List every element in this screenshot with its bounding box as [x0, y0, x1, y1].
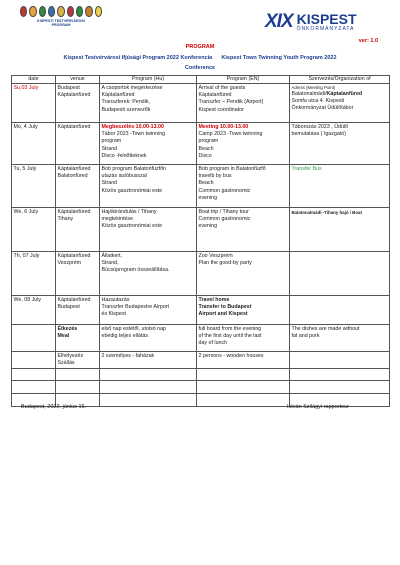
program-en-line: Boat trip / Tihany tour	[198, 208, 249, 215]
cell-venue	[56, 352, 100, 369]
venue-line: Káptalanfüred	[57, 208, 91, 215]
page-title: PROGRAM	[185, 44, 215, 50]
table-row	[12, 84, 390, 123]
program-hu-line: ebédig teljes ellátás	[101, 332, 149, 339]
program-hu-line: 2 személyes - faházak	[101, 352, 155, 359]
cell-venue	[56, 296, 100, 325]
cell-program-hu	[100, 296, 197, 325]
program-hu-line: Búcsúprogram összeállítása.	[101, 267, 170, 274]
program-en-line: 2 persons - wooden houses	[198, 352, 264, 359]
program-hu-line: Disco -felnőtteknek	[101, 153, 147, 160]
org-line: bemutatása ( Igazgató)	[291, 130, 346, 137]
program-en-line: Plan the good-by party	[198, 259, 252, 266]
date-text: Th, 07 July	[13, 252, 40, 259]
program-en-line: Common gastronomic	[198, 187, 251, 194]
org-line: Balatonalmádi -Tihany hajó / Boat	[291, 209, 362, 215]
org-line: Somfa utca 4. Kispesti	[291, 97, 345, 104]
column-header-organization: Szervezés/Organization of	[290, 76, 390, 84]
cell-venue	[56, 325, 100, 352]
program-en-line: Camp 2023 -Town twinning	[198, 130, 263, 137]
program-en-line: Bob program in Balatonfüzfő	[198, 165, 266, 172]
cell-empty	[56, 381, 100, 394]
cell-program-en	[197, 296, 290, 325]
program-hu-line: Közös gasztronómiai este	[101, 223, 163, 230]
cell-empty	[290, 381, 390, 394]
date-text: We, 6 July	[13, 208, 39, 215]
table-row	[12, 165, 390, 208]
program-hu-line: Hajókirándulás / Tihany	[101, 208, 157, 215]
page-subtitle-2: Conference	[184, 65, 216, 71]
program-en-line: Beach	[198, 145, 214, 152]
table-header-row	[12, 76, 390, 84]
flag-dot	[57, 6, 64, 17]
date-text: We, 08 July	[13, 296, 42, 303]
cell-program-en	[197, 123, 290, 165]
venue-line: Elhelyezés	[57, 352, 84, 359]
program-hu-line: Állatkert,	[101, 252, 123, 259]
cell-organization	[290, 252, 390, 296]
program-hu-line: Hazautazás	[101, 296, 130, 303]
cell-program-en	[197, 352, 290, 369]
org-line: Transfer Bus	[291, 165, 322, 172]
logo-flag-dots	[20, 6, 102, 17]
venue-line: Káptalanfüred	[57, 296, 91, 303]
program-en-line: travelb by bus	[198, 172, 232, 179]
cell-date	[12, 84, 56, 123]
program-hu-line: Strand	[101, 180, 118, 187]
kispest-logo	[265, 8, 389, 36]
column-header-program-en: Program (EN)	[197, 76, 290, 84]
cell-program-hu	[100, 84, 197, 123]
date-text: Tu, 5 July	[13, 165, 37, 172]
org-line: The dishes are made without	[291, 325, 360, 332]
program-hu-line: Budapesti szervezők	[101, 106, 151, 113]
program-hu-line: Strand,	[101, 259, 119, 266]
program-en-line: day of lunch	[198, 340, 228, 347]
table-row	[12, 123, 390, 165]
flag-dot	[85, 6, 92, 17]
program-en-line: full board from the evening	[198, 325, 262, 332]
cell-empty	[100, 381, 197, 394]
venue-line: Káptalanfüred	[57, 165, 91, 172]
footer-place-date: Budapest, 2022. június 16.	[21, 404, 87, 410]
cell-empty	[100, 369, 197, 381]
venue-line: Káptalanfüred	[57, 123, 91, 130]
subtitle-hu: Kispest Testvérvárosi Ifjúsági Program 2022 Konferencia	[63, 55, 213, 61]
cell-organization	[290, 296, 390, 325]
program-en-line: of the first day until the last	[198, 332, 262, 339]
table-row	[12, 208, 390, 252]
venue-line: Káptalanfüred	[57, 252, 91, 259]
venue-line: Káptalanfüred	[57, 91, 91, 98]
flag-dot	[20, 6, 27, 17]
cell-date	[12, 123, 56, 165]
org-line: Önkormányzat Üdülőtábor	[291, 105, 354, 112]
program-hu-line: program	[101, 138, 122, 145]
table-row-empty	[12, 381, 390, 394]
cell-program-en	[197, 252, 290, 296]
cell-program-hu	[100, 208, 197, 252]
program-en-line: Zoo Veszprém	[198, 252, 233, 259]
cell-program-hu	[100, 252, 197, 296]
program-en-line: program	[198, 138, 219, 145]
left-logo-text-1: KISPESTI TESTVÉRVÁROSI	[37, 19, 85, 23]
column-header-venue: venue	[56, 76, 100, 84]
flag-dot	[95, 6, 102, 17]
program-en-line: Káptalanfüred	[198, 91, 232, 98]
table-row	[12, 325, 390, 352]
twinning-program-logo	[20, 6, 102, 40]
page-subtitle	[0, 55, 400, 61]
program-en-line: Arrival of the guests	[198, 84, 246, 91]
cell-organization	[290, 352, 390, 369]
program-en-line: Disco	[198, 153, 212, 160]
org-line: Balatonalmádi/Káptalanfüred	[291, 90, 363, 97]
cell-empty	[12, 369, 56, 381]
program-hu-line: Káptalanfüred	[101, 91, 135, 98]
flag-dot	[48, 6, 55, 17]
venue-line: Budapest	[57, 84, 80, 91]
cell-program-en	[197, 208, 290, 252]
program-hu-line: Megbeszélés 10.00-13.00	[101, 123, 164, 130]
date-text: Mo, 4 July	[13, 123, 38, 130]
cell-empty	[197, 394, 290, 407]
venue-line: Veszprém	[57, 259, 82, 266]
kispest-logo-name: KISPEST	[296, 11, 357, 27]
cell-venue	[56, 165, 100, 208]
cell-organization	[290, 123, 390, 165]
cell-organization	[290, 84, 390, 123]
kispest-logo-sub: ÖNKORMÁNYZATA	[296, 26, 355, 32]
date-text: Su,03 July	[13, 84, 39, 91]
program-hu-line: megtekintése	[101, 215, 134, 222]
subtitle-en: Kispest Town Twinning Youth Program 2022	[221, 55, 337, 61]
program-en-line: Kispest coordinator	[198, 106, 244, 113]
flag-dot	[29, 6, 36, 17]
venue-line: Meal	[57, 332, 70, 339]
cell-venue	[56, 123, 100, 165]
program-hu-line: és Kispest	[101, 311, 126, 318]
footer-author: István Szilágyi rapporteur	[287, 404, 350, 410]
program-hu-line: A csoportok megérkezése	[101, 84, 163, 91]
org-line: fat and pork	[291, 332, 320, 339]
venue-line: Étkezés	[57, 325, 78, 332]
cell-empty	[290, 369, 390, 381]
column-header-date: date	[12, 76, 56, 84]
table-row	[12, 296, 390, 325]
cell-empty	[197, 369, 290, 381]
table-row	[12, 252, 390, 296]
cell-date	[12, 208, 56, 252]
cell-empty	[12, 381, 56, 394]
cell-date	[12, 252, 56, 296]
program-hu-line: Bob program Balatonfüzfőn	[101, 165, 166, 172]
cell-organization	[290, 165, 390, 208]
cell-date	[12, 352, 56, 369]
version-label: ver: 1.0	[358, 38, 378, 44]
cell-date	[12, 165, 56, 208]
kispest-logo-mark: XIX	[265, 11, 293, 32]
left-logo-text-2: PROGRAM	[51, 23, 71, 28]
program-en-line: Meeting 10.00-13.00	[198, 123, 249, 130]
column-header-program-hu: Program (Hu)	[100, 76, 197, 84]
program-hu-line: Transzferek: Pendik,	[101, 99, 150, 106]
cell-venue	[56, 84, 100, 123]
org-line: Adress (Meeting Point)	[291, 84, 336, 90]
venue-line: Budapest	[57, 303, 80, 310]
cell-date	[12, 325, 56, 352]
program-hu-line: utazás autóbusszal	[101, 172, 147, 179]
cell-program-hu	[100, 123, 197, 165]
cell-empty	[56, 369, 100, 381]
venue-line: Balatonfüred	[57, 172, 88, 179]
cell-date	[12, 296, 56, 325]
program-hu-line: Strand	[101, 145, 118, 152]
flag-dot	[39, 6, 46, 17]
cell-program-en	[197, 325, 290, 352]
venue-line: Szállás	[57, 359, 75, 366]
program-table	[11, 75, 390, 407]
cell-program-hu	[100, 325, 197, 352]
program-en-line: Travel home	[198, 296, 230, 303]
program-en-line: Transzfer – Pendik (Airport)	[198, 99, 264, 106]
cell-program-hu	[100, 165, 197, 208]
program-en-line: evening	[198, 195, 218, 202]
cell-organization	[290, 325, 390, 352]
venue-line: Tihany	[57, 215, 74, 222]
program-hu-line: Közös gasztronómiai este	[101, 187, 163, 194]
org-line: Táborozás 2023 , Üdülő	[291, 123, 349, 130]
cell-program-en	[197, 84, 290, 123]
program-hu-line: első nap estétől, utolsó nap	[101, 325, 166, 332]
cell-venue	[56, 208, 100, 252]
program-en-line: Transfer to Budapest	[198, 303, 252, 310]
program-en-line: Common gastronomic	[198, 215, 251, 222]
program-en-line: Airport and Kispest	[198, 311, 248, 318]
cell-empty	[197, 381, 290, 394]
program-hu-line: Transzfer Budapestre Airport	[101, 303, 170, 310]
cell-empty	[100, 394, 197, 407]
program-en-line: Beach	[198, 180, 214, 187]
table-row	[12, 352, 390, 369]
cell-venue	[56, 252, 100, 296]
table-row-empty	[12, 369, 390, 381]
cell-organization	[290, 208, 390, 252]
flag-dot	[67, 6, 74, 17]
left-logo-caption	[20, 19, 102, 28]
cell-program-hu	[100, 352, 197, 369]
program-en-line: evening	[198, 223, 218, 230]
program-hu-line: Tábor 2023 -Town twinning	[101, 130, 166, 137]
cell-program-en	[197, 165, 290, 208]
flag-dot	[76, 6, 83, 17]
